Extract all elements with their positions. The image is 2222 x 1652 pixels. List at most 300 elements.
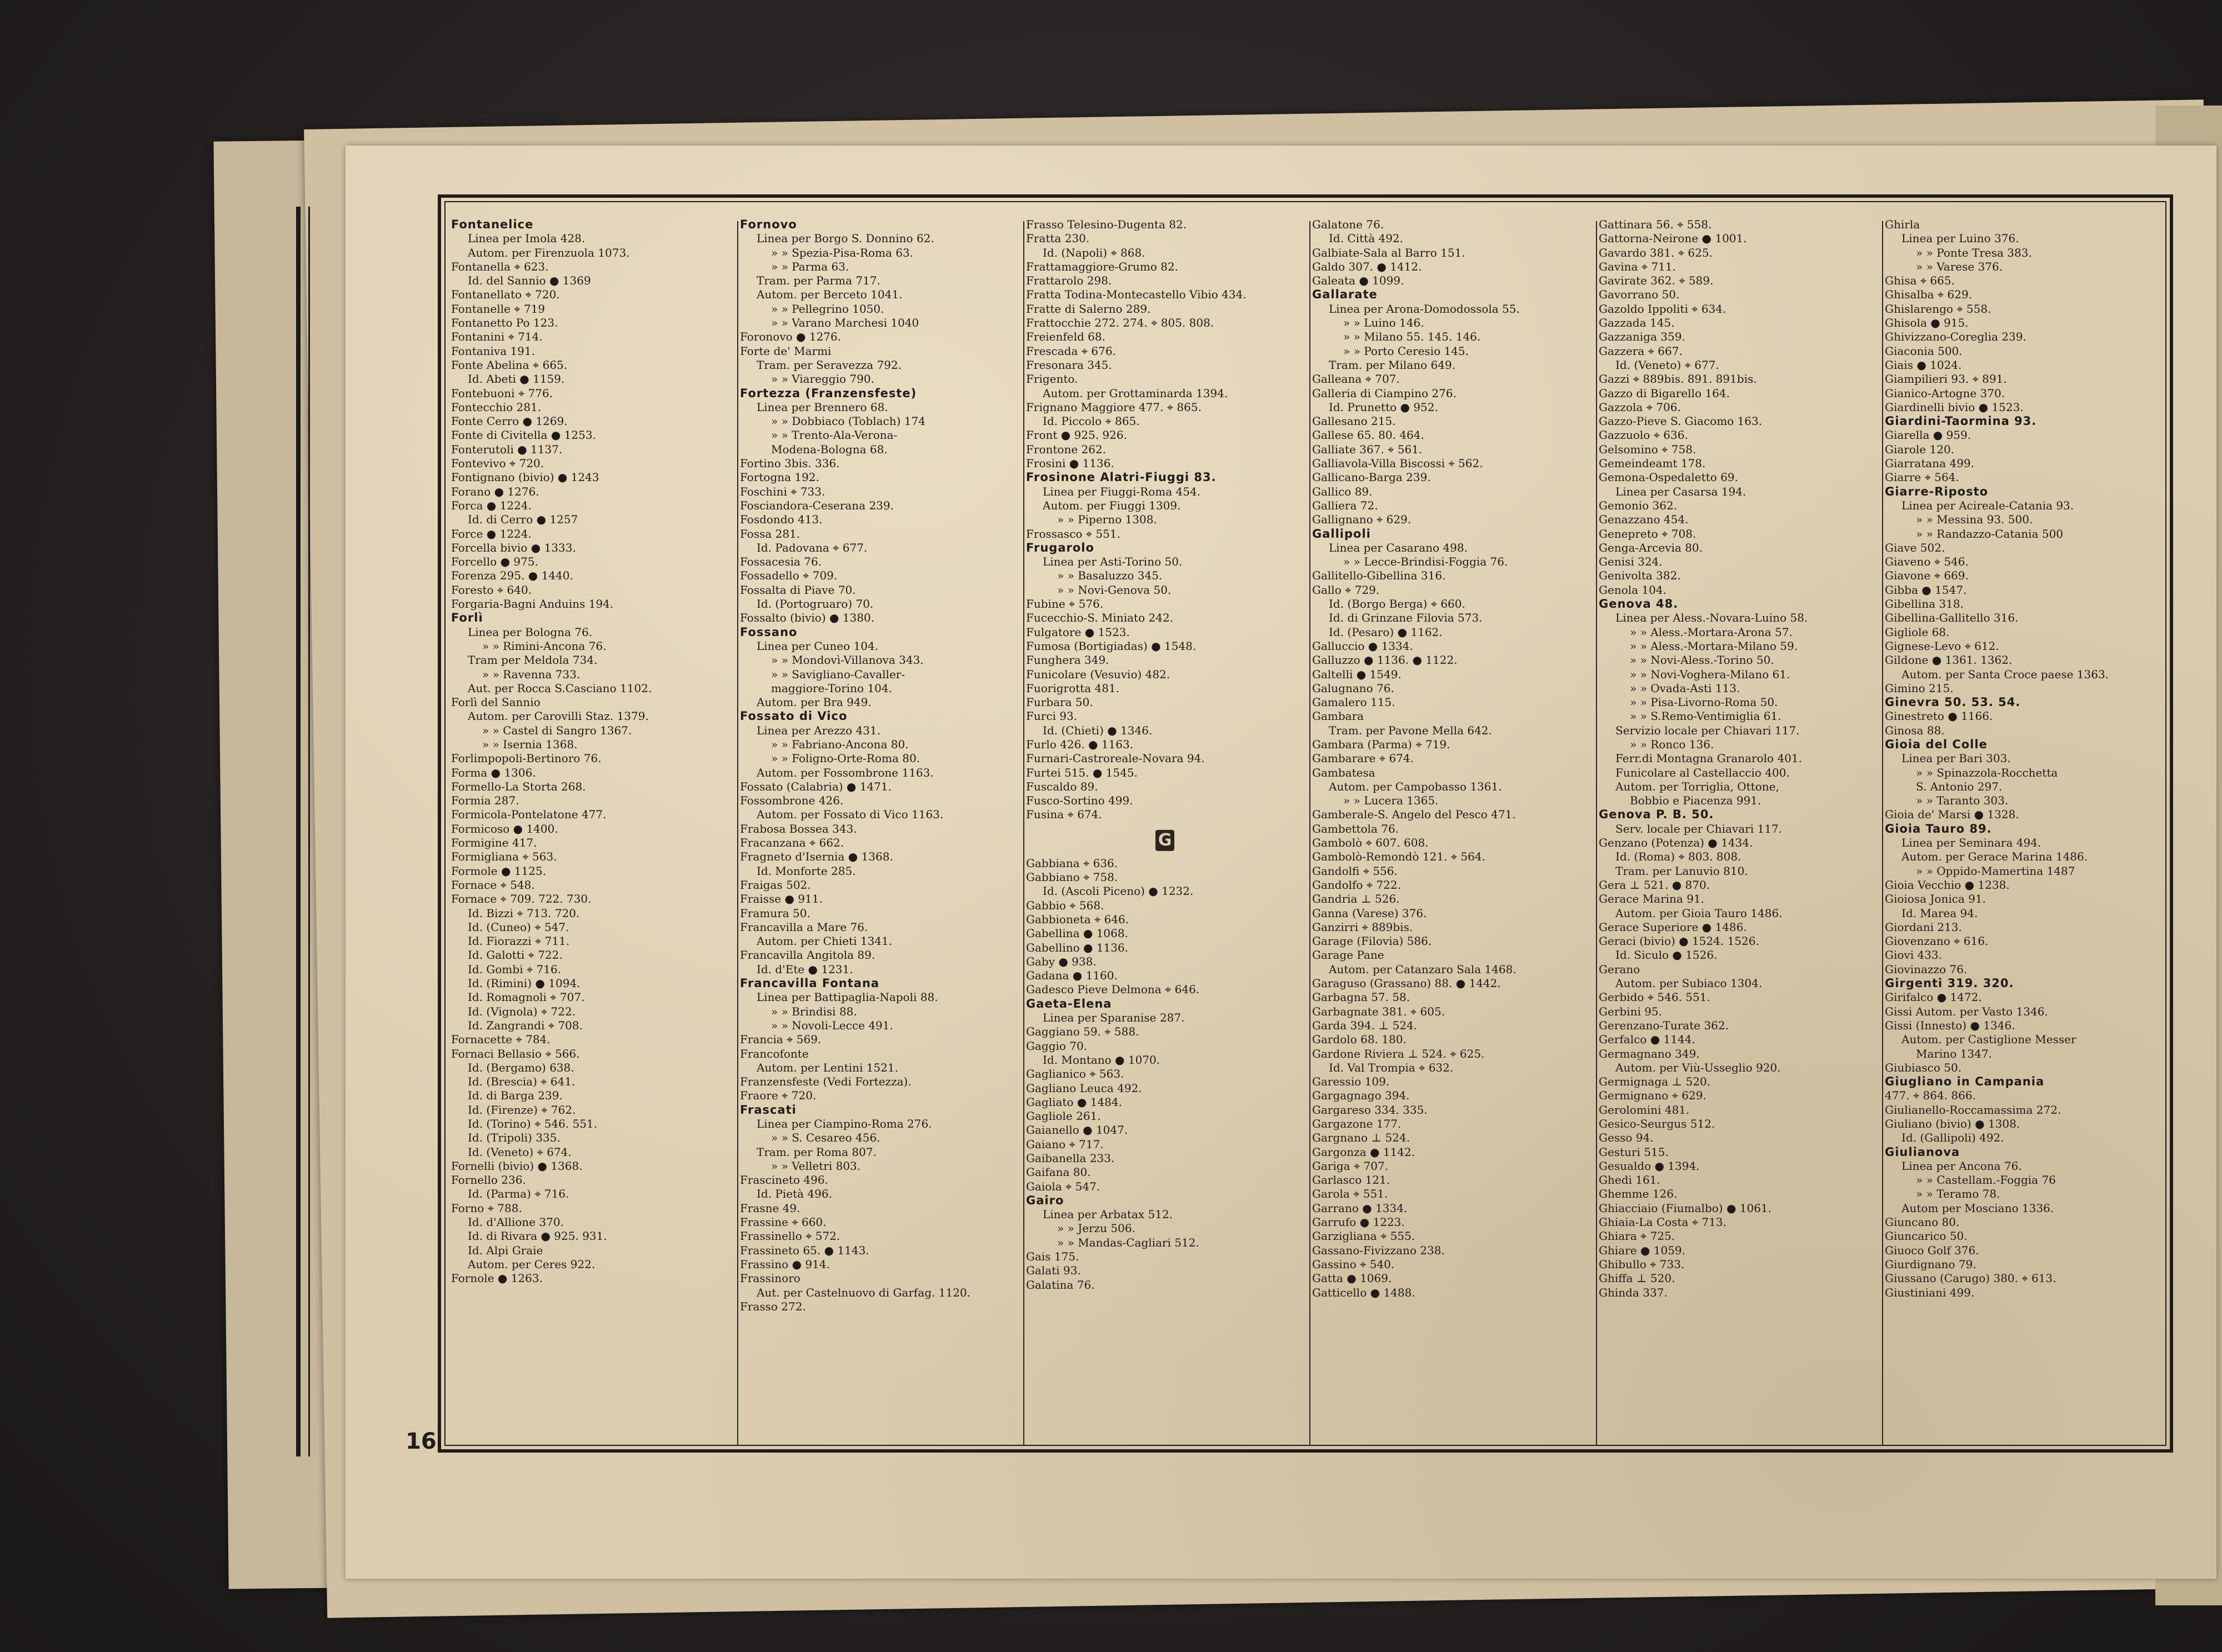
index-entry: Fonte di Civitella ● 1253. [451,428,596,442]
index-entry: Gariga ⌖ 707. [1312,1159,1389,1173]
index-entry: Frosini ● 1136. [1026,457,1114,470]
index-entry: Linea per Imola 428. [468,232,585,246]
index-entry: Fossalta di Piave 70. [740,583,856,597]
index-entry: Id. (Parma) ⌖ 716. [468,1187,569,1201]
index-entry: Fontebuoni ⌖ 776. [451,386,553,400]
index-entry: Frassinello ⌖ 572. [740,1229,840,1243]
index-entry: Fuscaldo 89. [1026,779,1098,793]
index-entry: Galugnano 76. [1312,681,1394,695]
index-entry: Gerfalco ● 1144. [1599,1033,1695,1047]
index-entry: Modena-Bologna 68. [771,442,888,456]
index-entry: Frasne 49. [740,1201,800,1215]
index-entry: » » Ronco 136. [1630,737,1714,751]
index-entry: Gazzi ⌖ 889bis. 891. 891bis. [1599,372,1757,386]
index-entry: Linea per Arezzo 431. [757,723,881,737]
index-entry: Gallicano-Barga 239. [1312,470,1431,484]
index-entry: » » Castel di Sangro 1367. [482,723,632,737]
index-entry: Id. (Brescia) ⌖ 641. [468,1075,575,1089]
index-entry: Gavirate 362. ⌖ 589. [1599,274,1714,288]
index-entry: Gazzola ⌖ 706. [1599,400,1681,414]
index-entry: Id. (Firenze) ⌖ 762. [468,1103,576,1117]
index-entry: Galliavola-Villa Biscossi ⌖ 562. [1312,457,1483,470]
index-entry: Fontevivo ⌖ 720. [451,457,544,470]
index-entry: Giarre ⌖ 564. [1885,470,1959,484]
index-entry: Gianico-Artogne 370. [1885,386,2005,400]
index-entry: Linea per Casarano 498. [1329,540,1468,554]
index-entry: Linea per Battipaglia-Napoli 88. [757,990,938,1004]
index-entry: Gigliole 68. [1885,625,1950,639]
index-entry: Id. (Pesaro) ● 1162. [1329,625,1443,639]
index-entry: Frasso 272. [740,1299,806,1313]
index-entry: Formia 287. [451,794,519,808]
index-entry: Funicolare al Castellaccio 400. [1615,765,1790,779]
index-entry: Id. di Rivara ● 925. 931. [468,1229,607,1243]
index-entry: Ganna (Varese) 376. [1312,906,1427,920]
index-entry: Autom. per Subiaco 1304. [1615,977,1763,990]
index-entry: Tram. per Parma 717. [757,274,880,288]
station-heading: Fortezza (Franzensfeste) [740,386,917,400]
index-entry: Autom. per Bra 949. [757,695,872,709]
index-column-2 [740,218,1018,1440]
index-entry: Linea per Fiuggi-Roma 454. [1043,484,1201,498]
index-entry: Id. Pietà 496. [757,1187,832,1201]
index-entry: Gavina ⌖ 711. [1599,259,1676,273]
index-entry: Galatone 76. [1312,218,1384,231]
index-entry: Tram. per Lanuvio 810. [1615,864,1748,878]
binding-rule [296,207,301,1456]
index-entry: » » Jerzu 506. [1057,1222,1135,1235]
index-entry: Id. (Bergamo) 638. [468,1060,574,1074]
index-entry: Id. (Borgo Berga) ⌖ 660. [1329,597,1465,611]
index-entry: Gallese 65. 80. 464. [1312,428,1424,442]
index-entry: Id. Monforte 285. [757,864,856,878]
index-entry: Linea per Brennero 68. [757,400,888,414]
index-entry: Gardone Riviera ⊥ 524. ⌖ 625. [1312,1047,1485,1060]
index-entry: Gavorrano 50. [1599,288,1680,302]
index-entry: Id. Bizzi ⌖ 713. 720. [468,906,580,920]
index-entry: Galliera 72. [1312,498,1378,512]
index-entry: Garlasco 121. [1312,1173,1390,1187]
index-entry: Gambara [1312,709,1364,723]
index-entry: Gargonza ● 1142. [1312,1145,1415,1159]
index-entry: Frassino ● 914. [740,1257,830,1271]
index-entry: Id. (Gallipoli) 492. [1901,1131,2004,1145]
index-entry: Tram. per Milano 649. [1329,358,1456,372]
index-entry: Galluccio ● 1334. [1312,639,1413,653]
index-entry: Forano ● 1276. [451,484,539,498]
index-entry: Gallitello-Gibellina 316. [1312,569,1446,583]
index-entry: Fossa 281. [740,527,800,540]
index-entry: Linea per Bari 303. [1901,752,2011,765]
index-entry: Linea per Ancona 76. [1901,1159,2022,1173]
index-entry: Giaveno ⌖ 546. [1885,555,1969,569]
index-entry: Id. (Torino) ⌖ 546. 551. [468,1117,598,1130]
index-entry: Galatina 76. [1026,1278,1095,1291]
station-heading: Fossato di Vico [740,709,848,723]
index-entry: Id. Gombi ⌖ 716. [468,962,562,976]
index-entry: Gazzo-Pieve S. Giacomo 163. [1599,414,1763,428]
index-entry: » » Basaluzzo 345. [1057,569,1163,583]
index-entry: Gimino 215. [1885,681,1954,695]
index-entry: Linea per Sparanise 287. [1043,1011,1185,1025]
station-heading: Fontanelice [451,218,534,231]
index-entry: Furbara 50. [1026,695,1093,709]
index-entry: Fragneto d'Isernia ● 1368. [740,850,893,864]
index-entry: Tram. per Roma 807. [757,1145,877,1159]
index-entry: Gemona-Ospedaletto 69. [1599,470,1738,484]
index-entry: Frattocchie 272. 274. ⌖ 805. 808. [1026,316,1214,330]
index-entry: Id. Alpi Graie [468,1243,543,1257]
index-entry: Genisi 324. [1599,555,1663,569]
index-entry: Frassineto 65. ● 1143. [740,1243,869,1257]
index-entry: Gerace Marina 91. [1599,892,1705,906]
index-entry: Gallignano ⌖ 629. [1312,513,1412,527]
index-entry: Fossalto (bivio) ● 1380. [740,611,875,625]
index-entry: Gioia Vecchio ● 1238. [1885,878,2010,892]
index-entry: Furci 93. [1026,709,1078,723]
index-entry: Id. Città 492. [1329,232,1404,246]
index-entry: » » Savigliano-Cavaller- [771,667,905,681]
index-entry: Ghislarengo ⌖ 558. [1885,302,1991,316]
station-heading: Gioia del Colle [1885,737,1988,751]
index-entry: Ghibullo ⌖ 733. [1599,1257,1685,1271]
index-entry: Formicola-Pontelatone 477. [451,808,607,822]
index-entry: Garbagnate 381. ⌖ 605. [1312,1004,1445,1018]
index-entry: Gandolfo ⌖ 722. [1312,878,1401,892]
index-entry: Id. Galotti ⌖ 722. [468,948,563,962]
index-entry: Formigliana ⌖ 563. [451,850,557,864]
index-entry: » » Varese 376. [1916,259,2003,273]
index-entry: Fuorigrotta 481. [1026,681,1120,695]
index-entry: Gesualdo ● 1394. [1599,1159,1700,1173]
index-column-5 [1599,218,1876,1440]
index-entry: Galati 93. [1026,1264,1081,1278]
index-entry: Tram. per Seravezza 792. [757,358,902,372]
index-entry: Giardinelli bivio ● 1523. [1885,400,2024,414]
index-entry: Garzigliana ⌖ 555. [1312,1229,1415,1243]
index-entry: Giuliano (bivio) ● 1308. [1885,1117,2020,1130]
index-entry: Genzano (Potenza) ● 1434. [1599,836,1753,850]
index-entry: » » Lucera 1365. [1343,794,1439,808]
index-entry: Fornaci Bellasio ⌖ 566. [451,1047,580,1060]
index-entry: Autom. per Berceto 1041. [757,288,903,302]
index-entry: Gambolò ⌖ 607. 608. [1312,836,1429,850]
index-entry: Giuncarico 50. [1885,1229,1968,1243]
index-entry: Fontaniva 191. [451,344,536,358]
index-entry: Ghisalba ⌖ 629. [1885,288,1973,302]
index-entry: Giussano (Carugo) 380. ⌖ 613. [1885,1271,2056,1285]
index-entry: Autom. per Santa Croce paese 1363. [1901,667,2109,681]
index-entry: Ghiara ⌖ 725. [1599,1229,1675,1243]
station-heading: Gioia Tauro 89. [1885,822,1992,835]
index-entry: Fortino 3bis. 336. [740,457,840,470]
station-heading: Gairo [1026,1193,1064,1207]
index-entry: Ferr.di Montagna Granarolo 401. [1615,752,1802,765]
index-entry: Gabellino ● 1136. [1026,940,1129,954]
binding-rule [308,207,310,1456]
index-entry: Giarratana 499. [1885,457,1974,470]
index-entry: Id. (Roma) ⌖ 803. 808. [1615,850,1741,864]
index-entry: Furtei 515. ● 1545. [1026,765,1138,779]
index-entry: » » S. Cesareo 456. [771,1131,880,1145]
index-entry: Front ● 925. 926. [1026,428,1127,442]
index-entry: Fracanzana ⌖ 662. [740,836,844,850]
index-entry: Id. (Chieti) ● 1346. [1043,723,1153,737]
index-entry: Id. di Grinzane Filovia 573. [1329,611,1483,625]
index-entry: Ghinda 337. [1599,1285,1668,1299]
index-entry: Id. di Cerro ● 1257 [468,513,578,527]
index-entry: Gemonio 362. [1599,498,1678,512]
index-entry: » » Mandas-Cagliari 512. [1057,1235,1199,1249]
index-entry: Fornace ⌖ 548. [451,878,535,892]
station-heading: Fornovo [740,218,797,231]
index-entry: Force ● 1224. [451,527,532,540]
index-entry: Marino 1347. [1916,1047,1992,1060]
index-entry: Frescada ⌖ 676. [1026,344,1116,358]
index-entry: Autom. per Carovilli Staz. 1379. [468,709,649,723]
index-entry: Gabbiana ⌖ 636. [1026,856,1118,870]
index-entry: Gelsomino ⌖ 758. [1599,442,1696,456]
index-columns [451,218,2166,1440]
index-entry: Giaconia 500. [1885,344,1963,358]
index-entry: Fusina ⌖ 674. [1026,808,1102,822]
index-entry: Autom. per Gioia Tauro 1486. [1615,906,1783,920]
index-entry: » » Ovada-Asti 113. [1630,681,1740,695]
index-entry: Aut. per Castelnuovo di Garfag. 1120. [757,1285,971,1299]
station-heading: Gallarate [1312,288,1378,302]
index-entry: Gandolfi ⌖ 556. [1312,864,1398,878]
index-entry: Forno ⌖ 788. [451,1201,522,1215]
index-entry: Garage (Filovia) 586. [1312,934,1432,948]
index-entry: Fonte Cerro ● 1269. [451,414,568,428]
index-entry: Gatticello ● 1488. [1312,1285,1415,1299]
index-entry: Gerolomini 481. [1599,1103,1690,1117]
index-entry: Fornacette ⌖ 784. [451,1033,551,1047]
index-entry: Gallo ⌖ 729. [1312,583,1380,597]
index-entry: Giarole 120. [1885,442,1955,456]
index-entry: Gazzera ⌖ 667. [1599,344,1683,358]
index-entry: Garda 394. ⊥ 524. [1312,1018,1418,1032]
index-entry: Ginestreto ● 1166. [1885,709,1993,723]
index-entry: Furlo 426. ● 1163. [1026,737,1134,751]
index-entry: Frontone 262. [1026,442,1107,456]
index-entry: » » Brindisi 88. [771,1004,857,1018]
index-entry: Ghisola ● 915. [1885,316,1969,330]
index-entry: Gesso 94. [1599,1131,1654,1145]
index-column-1 [451,218,729,1440]
index-entry: Galeata ● 1099. [1312,274,1404,288]
station-heading: Fossano [740,625,798,639]
index-entry: Gerbido ⌖ 546. 551. [1599,990,1710,1004]
index-entry: Fontignano (bivio) ● 1243 [451,470,599,484]
index-entry: Giustiniani 499. [1885,1285,1975,1299]
index-entry: » » Castellam.-Foggia 76 [1916,1173,2056,1187]
index-entry: Id. (Veneto) ⌖ 677. [1615,358,1719,372]
index-entry: Genga-Arcevia 80. [1599,540,1703,554]
index-entry: Gignese-Levo ⌖ 612. [1885,639,1999,653]
index-entry: Fumosa (Bortigiadas) ● 1548. [1026,639,1197,653]
index-entry: Tram. per Pavone Mella 642. [1329,723,1492,737]
index-entry: Gildone ● 1361. 1362. [1885,653,2013,667]
index-entry: Gargnano ⊥ 524. [1312,1131,1410,1145]
index-entry: Fornelli (bivio) ● 1368. [451,1159,583,1173]
index-entry: Frassinoro [740,1271,800,1285]
index-entry: » » Piperno 1308. [1057,513,1157,527]
index-entry: Forcella bivio ● 1333. [451,540,576,554]
index-entry: Gaibanella 233. [1026,1152,1115,1165]
index-entry: Frassine ⌖ 660. [740,1215,827,1229]
index-entry: Frattarolo 298. [1026,274,1112,288]
index-entry: Gambarare ⌖ 674. [1312,752,1414,765]
index-entry: Gabbioneta ⌖ 646. [1026,912,1129,926]
index-entry: » » Ravenna 733. [482,667,580,681]
index-entry: Germignano ⌖ 629. [1599,1089,1706,1103]
station-heading: Forlì [451,611,483,625]
index-entry: Francavilla Angitola 89. [740,948,875,962]
index-entry: Gaifana 80. [1026,1165,1091,1179]
index-entry: Serv. locale per Chiavari 117. [1615,822,1783,835]
index-entry: Genivolta 382. [1599,569,1681,583]
index-entry: Gaiano ⌖ 717. [1026,1137,1104,1151]
index-entry: » » Oppido-Mamertina 1487 [1916,864,2075,878]
index-entry: Autom. per Ceres 922. [468,1257,595,1271]
index-entry: Gagliano Leuca 492. [1026,1081,1142,1095]
index-entry: » » Novoli-Lecce 491. [771,1018,893,1032]
index-entry: Linea per Casarsa 194. [1615,484,1746,498]
station-heading: Genova 48. [1599,597,1679,611]
index-entry: Giampilieri 93. ⌖ 891. [1885,372,2007,386]
index-entry: Fusco-Sortino 499. [1026,794,1133,808]
index-entry: Garage Pane [1312,948,1384,962]
index-entry: Galtelli ● 1549. [1312,667,1402,681]
index-entry: Gandria ⊥ 526. [1312,892,1400,906]
index-entry: Gioiosa Jonica 91. [1885,892,1986,906]
index-entry: Frossasco ⌖ 551. [1026,527,1120,540]
index-entry: S. Antonio 297. [1916,779,2003,793]
index-entry: Fratta 230. [1026,232,1090,246]
index-entry: Linea per Asti-Torino 50. [1043,555,1183,569]
index-entry: Forma ● 1306. [451,765,536,779]
station-heading: Frascati [740,1103,797,1117]
index-entry: Frascineto 496. [740,1173,828,1187]
index-entry: Gallesano 215. [1312,414,1396,428]
index-entry: Gabbio ⌖ 568. [1026,898,1104,912]
index-entry: Foschini ⌖ 733. [740,484,825,498]
index-entry: Francia ⌖ 569. [740,1033,822,1047]
index-entry: Id. Romagnoli ⌖ 707. [468,990,585,1004]
index-entry: Fucecchio-S. Miniato 242. [1026,611,1174,625]
index-entry: Forenza 295. ● 1440. [451,569,573,583]
index-entry: Linea per Cuneo 104. [757,639,879,653]
index-entry: Fontanella ⌖ 623. [451,259,549,273]
index-entry: » » Porto Ceresio 145. [1343,344,1469,358]
index-entry: » » Viareggio 790. [771,372,874,386]
station-heading: Genova P. B. 50. [1599,808,1714,822]
index-entry: Id. del Sannio ● 1369 [468,274,591,288]
index-entry: Gaby ● 938. [1026,954,1097,968]
index-entry: Fonte Abelina ⌖ 665. [451,358,568,372]
index-entry: Id. d'Allione 370. [468,1215,564,1229]
index-entry: Gadesco Pieve Delmona ⌖ 646. [1026,983,1200,997]
index-entry: Fosdondo 413. [740,513,823,527]
index-entry: Garaguso (Grassano) 88. ● 1442. [1312,977,1501,990]
index-entry: Giovinazzo 76. [1885,962,1968,976]
index-entry: Linea per Borgo S. Donnino 62. [757,232,934,246]
index-entry: Giurdignano 79. [1885,1257,1976,1271]
index-entry: Bobbio e Piacenza 991. [1630,794,1761,808]
index-entry: » » Spinazzola-Rocchetta [1916,765,2058,779]
index-entry: Autom. per Fossato di Vico 1163. [757,808,944,822]
index-entry: » » Taranto 303. [1916,794,2009,808]
section-letter: G [1155,830,1174,851]
station-heading: Frugarolo [1026,540,1094,554]
index-entry: Fornello 236. [451,1173,526,1187]
index-entry: Foresto ⌖ 640. [451,583,532,597]
index-entry: Formole ● 1125. [451,864,547,878]
index-entry: Linea per Acireale-Catania 93. [1901,498,2074,512]
index-entry: Forgaria-Bagni Anduins 194. [451,597,614,611]
index-entry: Fossadello ⌖ 709. [740,569,838,583]
index-entry: Gaggio 70. [1026,1039,1088,1053]
index-entry: » » Messina 93. 500. [1916,513,2033,527]
index-column-3 [1026,218,1304,1440]
index-entry: » » Fabriano-Ancona 80. [771,737,909,751]
index-entry: Autom. per Torriglia, Ottone, [1615,779,1779,793]
index-column-4 [1312,218,1590,1440]
index-entry: Fratta Todina-Montecastello Vibio 434. [1026,288,1247,302]
index-entry: Gibellina 318. [1885,597,1964,611]
index-entry: Gassino ⌖ 540. [1312,1257,1395,1271]
index-entry: Id. Abeti ● 1159. [468,372,565,386]
index-entry: Id. d'Ete ● 1231. [757,962,853,976]
index-entry: Garrufo ● 1223. [1312,1215,1405,1229]
index-entry: Ghirla [1885,218,1920,231]
index-entry: Linea per Seminara 494. [1901,836,2041,850]
index-entry: Gamberale-S. Angelo del Pesco 471. [1312,808,1516,822]
index-entry: Gambolò-Remondò 121. ⌖ 564. [1312,850,1485,864]
index-entry: Autom. per Firenzuola 1073. [468,246,630,259]
index-entry: Giave 502. [1885,540,1945,554]
index-entry: Id. Piccolo ⌖ 865. [1043,414,1140,428]
index-entry: Linea per Arbatax 512. [1043,1208,1173,1222]
index-entry: » » Ponte Tresa 383. [1916,246,2032,259]
index-entry: Autom. per Fossombrone 1163. [757,765,934,779]
index-entry: Frasso Telesino-Dugenta 82. [1026,218,1187,231]
index-entry: Ghiacciaio (Fiumalbo) ● 1061. [1599,1201,1772,1215]
index-entry: » » Spezia-Pisa-Roma 63. [771,246,914,259]
index-entry: Id. Montano ● 1070. [1043,1053,1160,1067]
index-entry: Tram per Meldola 734. [468,653,598,667]
index-entry: Id. Zangrandi ⌖ 708. [468,1018,583,1032]
index-entry: Id. di Barga 239. [468,1089,563,1103]
index-entry: Id. (Vignola) ⌖ 722. [468,1004,576,1018]
index-entry: Autom. per Gerace Marina 1486. [1901,850,2088,864]
station-heading: Gaeta-Elena [1026,997,1112,1010]
index-entry: Fraore ⌖ 720. [740,1089,817,1103]
index-entry: Frattamaggiore-Grumo 82. [1026,259,1179,273]
index-entry: » » Pellegrino 1050. [771,302,884,316]
index-entry: Fossato (Calabria) ● 1471. [740,779,892,793]
index-entry: Id. Padovana ⌖ 677. [757,540,868,554]
index-entry: Autom. per Grottaminarda 1394. [1043,386,1228,400]
index-entry: Gaiola ⌖ 547. [1026,1179,1100,1193]
index-entry: Gattorna-Neirone ● 1001. [1599,232,1747,246]
index-entry: Gerbini 95. [1599,1004,1663,1018]
station-heading: Giugliano in Campania [1885,1075,2045,1089]
index-entry: Fraigas 502. [740,878,811,892]
page-number: 16 [406,1429,437,1454]
index-entry: » » Aless.-Mortara-Arona 57. [1630,625,1793,639]
